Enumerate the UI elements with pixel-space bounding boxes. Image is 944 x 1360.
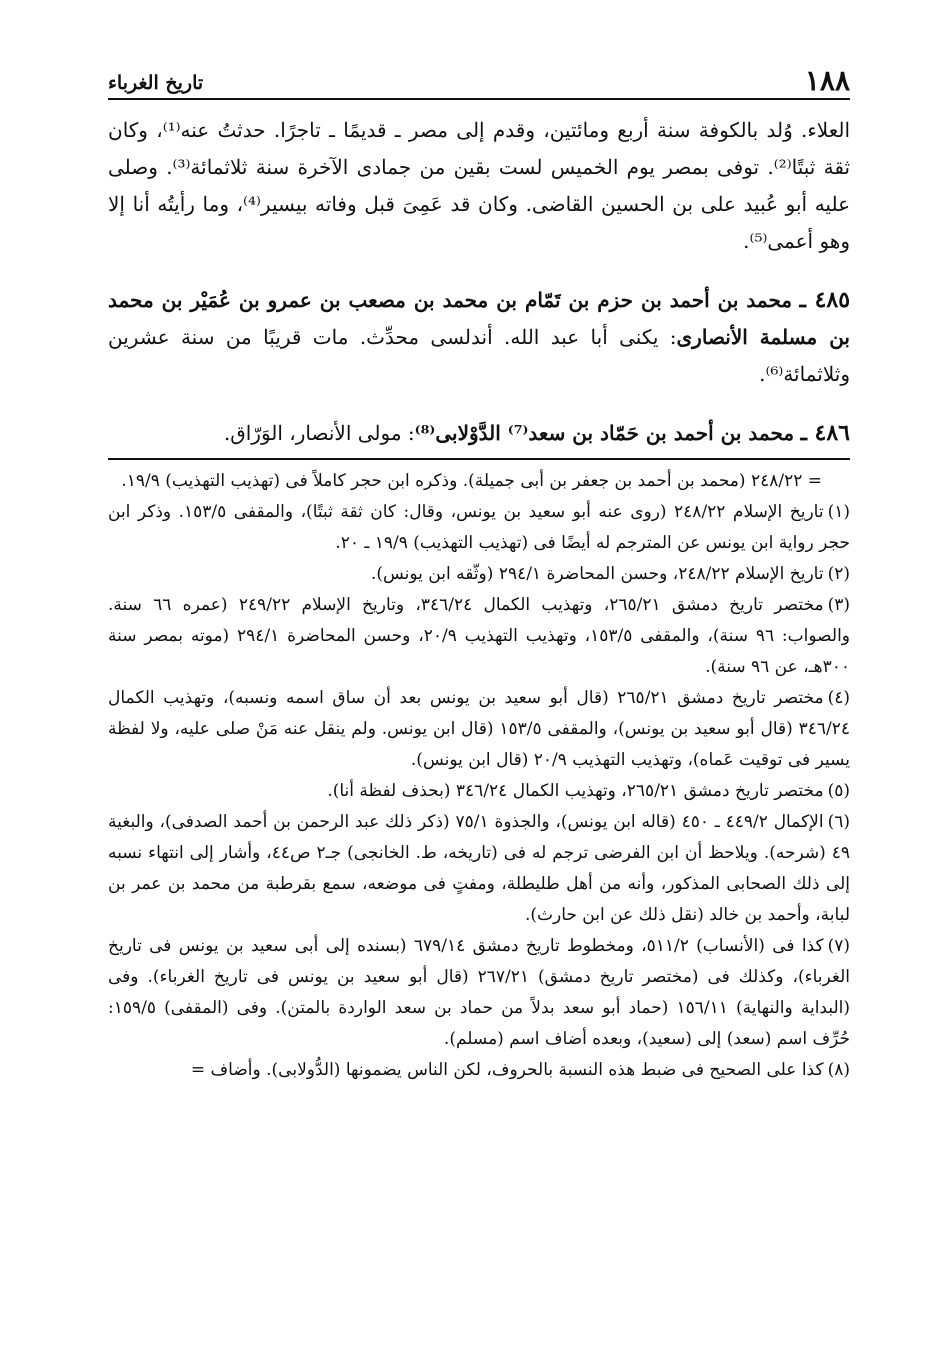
entry-text: : مولى الأنصار، الوَرّاق. [223,421,415,445]
entry-text: : يكنى أبا عبد الله. أندلسى محدِّث. مات قريبًا من سنة عشرين وثلاثمائة⁽⁶⁾. [108,325,850,386]
footnote-label: (٣) [827,595,851,615]
footnote-1 [108,497,850,559]
footnote-label: (٢) [827,564,850,584]
footnote-4 [108,683,850,776]
entry-485 [108,282,850,393]
footnote-text: تاريخ الإسلام ٢٤٨/٢٢، وحسن المحاضرة ٢٩٤/١ (وثّقه ابن يونس). [370,564,824,584]
footnote-text: تاريخ الإسلام ٢٤٨/٢٢ (روى عنه أبو سعيد بن يونس، وقال: كان ثقة ثبتًا)، والمقفى ١٥٣/٥. وذكر ابن حجر رواية ابن يونس عن المترجم له أيضًا فى (تهذيب التهذيب) ١٩/٩ ـ ٢٠. [108,502,850,553]
footnote-continuation: = ٢٤٨/٢٢ (محمد بن أحمد بن جعفر بن أبى جميلة). وذكره ابن حجر كاملاً فى (تهذيب التهذيب) ١٩/٩. [121,471,822,491]
page-header [108,60,850,100]
entry-number: ٤٨٦ ـ [800,420,850,446]
footnotes [108,466,850,1086]
entry-486 [108,415,850,460]
footnote-2 [108,559,850,590]
footnote-label: (١) [827,502,850,522]
page-number: ١٨٨ [804,64,850,97]
footnote-6 [108,807,850,931]
entry-number: ٤٨٥ ـ [799,287,851,313]
book-page [108,60,850,1086]
entry-name: محمد بن أحمد بن حزم بن تَمّام بن محمد بن مصعب بن عمرو بن عُمَيْر بن محمد بن مسلمة الأنصارى [108,288,850,349]
footnote-text: مختصر تاريخ دمشق ٢٦٥/٢١، وتهذيب الكمال ٣٤٦/٢٤، وتاريخ الإسلام ٢٤٩/٢٢ (عمره ٦٦ سنة. والصواب: ٩٦ سنة)، والمقفى ١٥٣/٥، وتهذيب التهذيب ٢٠/٩، وحسن المحاضرة ٢٩٤/١ (موته بمصر سنة ٣٠٠هـ، عن ٩٦ سنة). [108,595,850,677]
footnote-label: (٧) [827,936,850,956]
footnote-label: (٦) [827,812,850,832]
footnote-label: (٥) [827,781,850,801]
running-title: تاريخ الغرباء [108,72,204,94]
footnote-text: مختصر تاريخ دمشق ٢٦٥/٢١ (قال أبو سعيد بن يونس بعد أن ساق اسمه ونسبه)، وتهذيب الكمال ٣٤٦/٢٤ (قال أبو سعيد بن يونس)، والمقفى ١٥٣/٥ (قال ابن يونس. ولم ينقل عنه مَنْ صلى عليه، ولا لفظة يسير فى توقيت عَماه)، وتهذيب التهذيب ٢٠/٩ (قال ابن يونس). [108,688,851,770]
footnote-text: كذا على الصحيح فى ضبط هذه النسبة بالحروف، لكن الناس يضمونها (الدُّولابى). وأضاف = [190,1060,824,1080]
footnote-5 [108,776,850,807]
footnote-label: (٤) [827,688,850,708]
footnote-7 [108,931,850,1055]
entry-name: محمد بن أحمد بن حَمّاد بن سعد⁽⁷⁾ الدَّوْلابى⁽⁸⁾ [414,421,795,445]
footnote-3 [108,590,850,683]
footnote-text: مختصر تاريخ دمشق ٢٦٥/٢١، وتهذيب الكمال ٣٤٦/٢٤ (بحذف لفظة أنا). [327,781,824,801]
footnote-text: الإكمال ٤٤٩/٢ ـ ٤٥٠ (قاله ابن يونس)، والجذوة ٧٥/١ (ذكر ذلك عبد الرحمن بن أحمد الصدفى)، والبغية ٤٩ (شرحه). ويلاحظ أن ابن الفرضى ترجم له فى (تاريخه، ط. الخانجى) جـ٢ ص٤٤، وأشار إلى انتهاء نسبه إلى ذلك الصحابى المذكور، وأنه من أهل طليطلة، ومفتٍ فى موضعه، سمع بقرطبة من محمد بن عمر بن لبابة، وأحمد بن خالد (نقل ذلك عن ابن حارث). [108,812,850,925]
main-text [108,112,850,460]
entry-continuation: العلاء. وُلد بالكوفة سنة أربع ومائتين، وقدم إلى مصر ـ قديمًا ـ تاجرًا. حدثتُ عنه⁽¹⁾، وكان ثقة ثبتًا⁽²⁾. توفى بمصر يوم الخميس لست بقين من جمادى الآخرة سنة ثلاثمائة⁽³⁾. وصلى عليه أبو عُبيد على بن الحسين القاضى. وكان قد عَمِىَ قبل وفاته بيسير⁽⁴⁾، وما رأيتُه أنا إلا وهو أعمى⁽⁵⁾. [108,118,851,253]
footnote-8 [108,1055,850,1086]
footnote-label: (٨) [827,1060,850,1080]
footnote-text: كذا فى (الأنساب) ٥١١/٢، ومخطوط تاريخ دمشق ٦٧٩/١٤ (بسنده إلى أبى سعيد بن يونس فى تاريخ الغرباء)، وكذلك فى (مختصر تاريخ دمشق) ٢٦٧/٢١ (قال أبو سعيد بن يونس فى تاريخ الغرباء). وفى (البداية والنهاية) ١٥٦/١١ (حماد أبو سعد بدلاً من حماد بن سعد الواردة بالمتن). وفى (المقفى) ١٥٩/٥: حُرِّف اسم (سعد) إلى (سعيد)، وبعده أضاف اسم (مسلم). [108,936,851,1049]
